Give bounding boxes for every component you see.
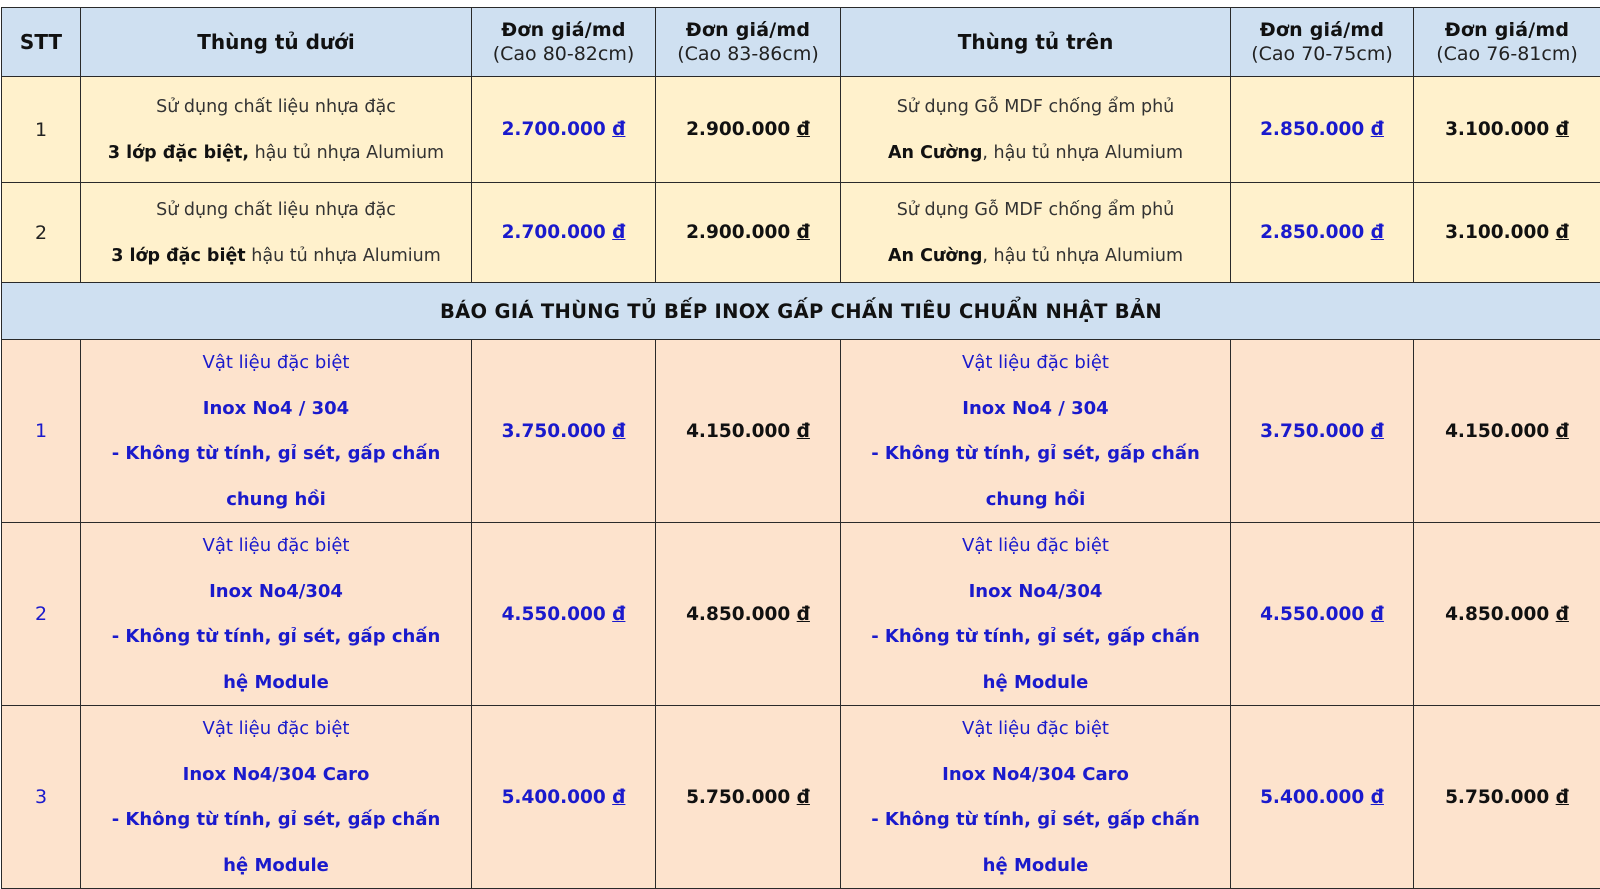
- table-row: [2, 77, 1600, 183]
- lower-cabinet-description: Sử dụng chất liệu nhựa đặc 3 lớp đặc biệt hậu tủ nhựa Alumium: [81, 183, 472, 283]
- currency-symbol: đ: [1371, 119, 1384, 140]
- upper-price-70-75: 3.750.000 đ: [1231, 340, 1414, 523]
- row-number: 1: [2, 77, 81, 183]
- header-upper-cabinet: Thùng tủ trên: [841, 8, 1231, 77]
- table-row: [2, 523, 1600, 706]
- section-header-row: [2, 283, 1600, 340]
- currency-symbol: đ: [797, 222, 810, 243]
- currency-symbol: đ: [797, 604, 810, 625]
- lower-price-83-86: 4.150.000 đ: [656, 340, 841, 523]
- lower-price-83-86: 4.850.000 đ: [656, 523, 841, 706]
- currency-symbol: đ: [1556, 222, 1569, 243]
- upper-price-76-81: 4.850.000 đ: [1414, 523, 1600, 706]
- table-row: [2, 340, 1600, 523]
- upper-price-76-81: 3.100.000 đ: [1414, 77, 1600, 183]
- header-row: [2, 8, 1600, 77]
- currency-symbol: đ: [612, 787, 625, 808]
- lower-price-83-86: 2.900.000 đ: [656, 183, 841, 283]
- table-row: [2, 183, 1600, 283]
- lower-price-80-82: 3.750.000 đ: [472, 340, 656, 523]
- upper-cabinet-description: Sử dụng Gỗ MDF chống ẩm phủ An Cường, hậu tủ nhựa Alumium: [841, 183, 1231, 283]
- row-number: 1: [2, 340, 81, 523]
- currency-symbol: đ: [612, 421, 625, 442]
- header-lower-cabinet: Thùng tủ dưới: [81, 8, 472, 77]
- row-number: 3: [2, 706, 81, 889]
- upper-price-76-81: 4.150.000 đ: [1414, 340, 1600, 523]
- currency-symbol: đ: [612, 222, 625, 243]
- lower-price-80-82: 2.700.000 đ: [472, 183, 656, 283]
- currency-symbol: đ: [797, 421, 810, 442]
- upper-price-76-81: 3.100.000 đ: [1414, 183, 1600, 283]
- header-stt: STT: [2, 8, 81, 77]
- lower-price-80-82: 5.400.000 đ: [472, 706, 656, 889]
- upper-cabinet-description: Vật liệu đặc biệt Inox No4/304 - Không từ tính, gỉ sét, gấp chấn hệ Module: [841, 523, 1231, 706]
- header-lower-price-1: Đơn giá/md (Cao 80-82cm): [472, 8, 656, 77]
- currency-symbol: đ: [1371, 604, 1384, 625]
- currency-symbol: đ: [1556, 604, 1569, 625]
- currency-symbol: đ: [1556, 787, 1569, 808]
- lower-price-83-86: 5.750.000 đ: [656, 706, 841, 889]
- lower-price-80-82: 4.550.000 đ: [472, 523, 656, 706]
- currency-symbol: đ: [1556, 119, 1569, 140]
- currency-symbol: đ: [1371, 222, 1384, 243]
- lower-cabinet-description: Sử dụng chất liệu nhựa đặc 3 lớp đặc biệt, hậu tủ nhựa Alumium: [81, 77, 472, 183]
- currency-symbol: đ: [612, 604, 625, 625]
- currency-symbol: đ: [1556, 421, 1569, 442]
- lower-price-83-86: 2.900.000 đ: [656, 77, 841, 183]
- lower-cabinet-description: Vật liệu đặc biệt Inox No4/304 - Không từ tính, gỉ sét, gấp chấn hệ Module: [81, 523, 472, 706]
- lower-cabinet-description: Vật liệu đặc biệt Inox No4 / 304 - Không từ tính, gỉ sét, gấp chấn chung hồi: [81, 340, 472, 523]
- upper-cabinet-description: Vật liệu đặc biệt Inox No4/304 Caro - Không từ tính, gỉ sét, gấp chấn hệ Module: [841, 706, 1231, 889]
- currency-symbol: đ: [612, 119, 625, 140]
- upper-cabinet-description: Sử dụng Gỗ MDF chống ẩm phủ An Cường, hậu tủ nhựa Alumium: [841, 77, 1231, 183]
- section-title: BÁO GIÁ THÙNG TỦ BẾP INOX GẤP CHẤN TIÊU CHUẨN NHẬT BẢN: [2, 283, 1600, 340]
- row-number: 2: [2, 183, 81, 283]
- price-table: [1, 7, 1600, 889]
- currency-symbol: đ: [1371, 421, 1384, 442]
- upper-price-70-75: 5.400.000 đ: [1231, 706, 1414, 889]
- upper-cabinet-description: Vật liệu đặc biệt Inox No4 / 304 - Không từ tính, gỉ sét, gấp chấn chung hồi: [841, 340, 1231, 523]
- header-upper-price-1: Đơn giá/md (Cao 70-75cm): [1231, 8, 1414, 77]
- upper-price-76-81: 5.750.000 đ: [1414, 706, 1600, 889]
- lower-cabinet-description: Vật liệu đặc biệt Inox No4/304 Caro - Không từ tính, gỉ sét, gấp chấn hệ Module: [81, 706, 472, 889]
- header-upper-price-2: Đơn giá/md (Cao 76-81cm): [1414, 8, 1600, 77]
- header-lower-price-2: Đơn giá/md (Cao 83-86cm): [656, 8, 841, 77]
- row-number: 2: [2, 523, 81, 706]
- currency-symbol: đ: [797, 787, 810, 808]
- lower-price-80-82: 2.700.000 đ: [472, 77, 656, 183]
- currency-symbol: đ: [797, 119, 810, 140]
- upper-price-70-75: 2.850.000 đ: [1231, 77, 1414, 183]
- upper-price-70-75: 2.850.000 đ: [1231, 183, 1414, 283]
- upper-price-70-75: 4.550.000 đ: [1231, 523, 1414, 706]
- currency-symbol: đ: [1371, 787, 1384, 808]
- table-row: [2, 706, 1600, 889]
